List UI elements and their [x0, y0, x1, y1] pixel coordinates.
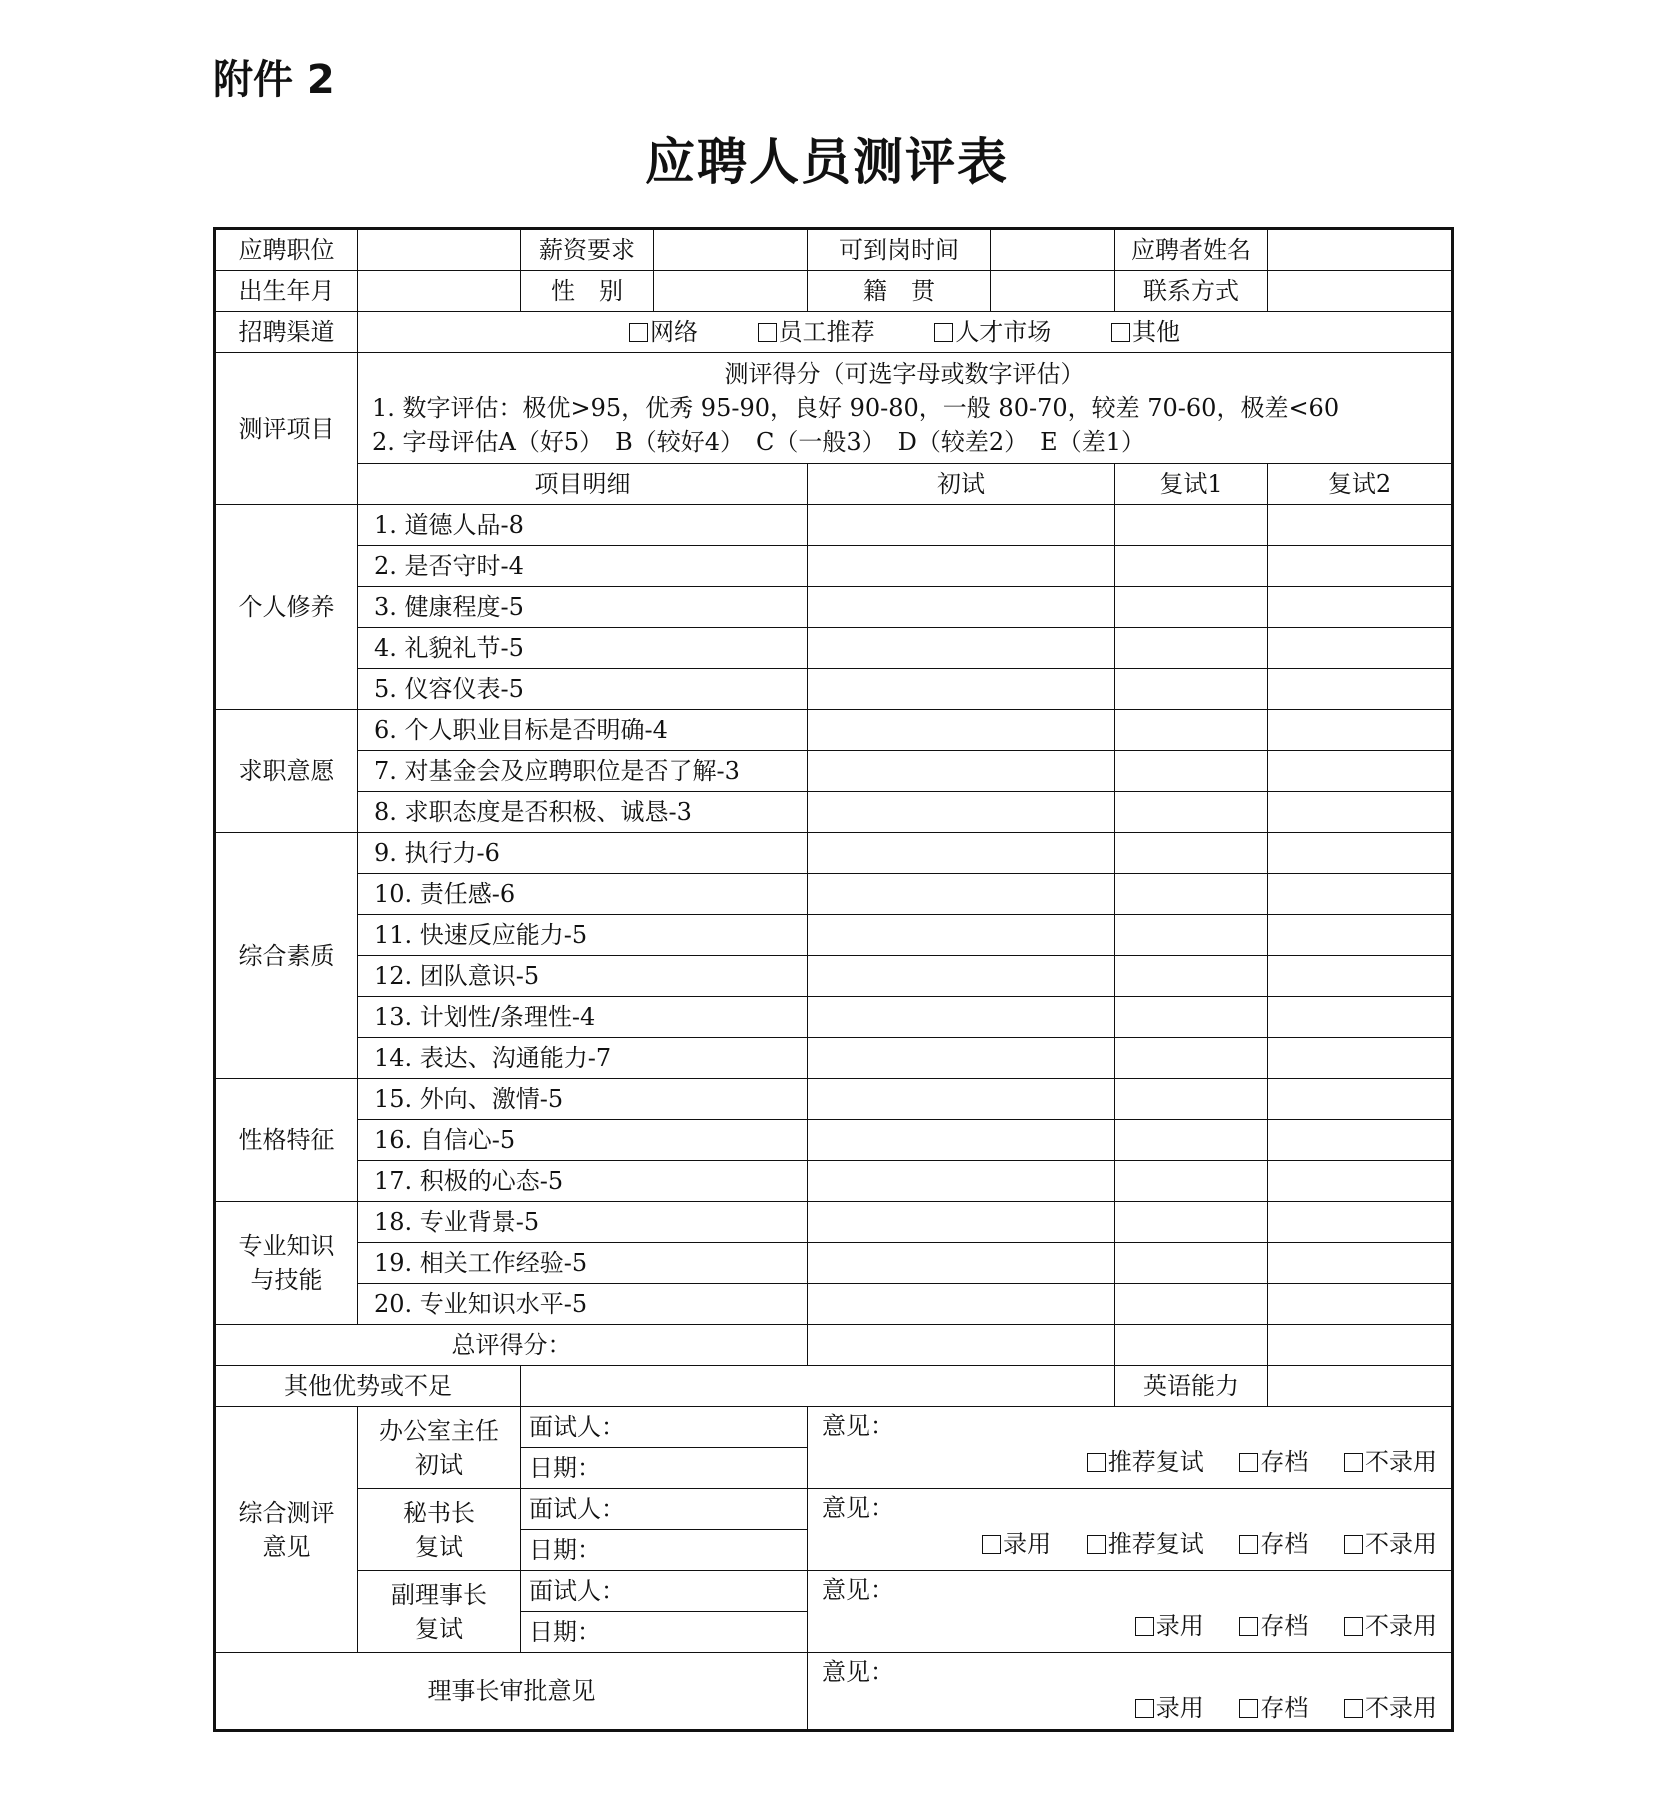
score-cell-first[interactable]	[808, 1079, 1115, 1120]
channel-row	[215, 312, 1453, 353]
opinion-label: 意见：	[822, 1494, 894, 1522]
criterion-label: 11. 快速反应能力-5	[358, 915, 808, 956]
score-cell-second[interactable]	[1115, 915, 1268, 956]
score-cell-first[interactable]	[808, 833, 1115, 874]
channel-option-referral[interactable]: 员工推荐	[758, 317, 875, 347]
column-detail: 项目明细	[358, 464, 808, 505]
score-cell-second[interactable]	[1115, 628, 1268, 669]
score-cell-second[interactable]	[1115, 546, 1268, 587]
birth-label: 出生年月	[215, 271, 358, 312]
checkbox-icon	[1344, 1699, 1363, 1718]
checkbox-icon	[1344, 1535, 1363, 1554]
criterion-label: 14. 表达、沟通能力-7	[358, 1038, 808, 1079]
option-archive[interactable]: 存档	[1239, 1609, 1308, 1643]
column-second-interview-1: 复试1	[1115, 464, 1268, 505]
checkbox-icon	[982, 1535, 1001, 1554]
chairman-row	[215, 1653, 1453, 1731]
overall-review-label: 综合测评 意见	[215, 1407, 358, 1653]
criterion-label: 13. 计划性/条理性-4	[358, 997, 808, 1038]
reviewer-office-director: 办公室主任 初试	[358, 1407, 521, 1489]
criterion-label: 17. 积极的心态-5	[358, 1161, 808, 1202]
criterion-label: 18. 专业背景-5	[358, 1202, 808, 1243]
opinion-label: 意见：	[822, 1412, 894, 1440]
scoring-rules	[358, 353, 1453, 464]
opinion-cell	[808, 1571, 1453, 1653]
review-row	[215, 1407, 1453, 1448]
score-cell-first[interactable]	[808, 1161, 1115, 1202]
criterion-label: 9. 执行力-6	[358, 833, 808, 874]
channel-label: 招聘渠道	[215, 312, 358, 353]
table-row	[215, 1243, 1453, 1284]
chairman-approval-label: 理事长审批意见	[215, 1653, 808, 1731]
table-row	[215, 874, 1453, 915]
evaluation-items-label: 测评项目	[215, 353, 358, 505]
score-cell-first[interactable]	[808, 915, 1115, 956]
birth-field[interactable]	[358, 271, 521, 312]
score-cell-first[interactable]	[808, 997, 1115, 1038]
criterion-label: 8. 求职态度是否积极、诚恳-3	[358, 792, 808, 833]
column-first-interview: 初试	[808, 464, 1115, 505]
table-row	[215, 997, 1453, 1038]
score-cell-first[interactable]	[808, 669, 1115, 710]
interviewer-field[interactable]: 面试人：	[521, 1571, 808, 1612]
option-reject[interactable]: 不录用	[1344, 1691, 1437, 1725]
table-row	[215, 956, 1453, 997]
date-field[interactable]: 日期：	[521, 1530, 808, 1571]
option-archive[interactable]: 存档	[1239, 1445, 1308, 1479]
table-row	[215, 1038, 1453, 1079]
gender-label: 性 别	[521, 271, 654, 312]
score-cell-second[interactable]	[1115, 1284, 1268, 1325]
name-field[interactable]	[1268, 229, 1453, 271]
option-reject[interactable]: 不录用	[1344, 1609, 1437, 1643]
table-row	[215, 628, 1453, 669]
criterion-label: 16. 自信心-5	[358, 1120, 808, 1161]
score-cell-third[interactable]	[1268, 1161, 1453, 1202]
score-cell-second[interactable]	[1115, 1120, 1268, 1161]
score-cell-third[interactable]	[1268, 1038, 1453, 1079]
contact-field[interactable]	[1268, 271, 1453, 312]
salary-field[interactable]	[654, 229, 808, 271]
opinion-label: 意见：	[822, 1658, 894, 1686]
score-cell-first[interactable]	[808, 874, 1115, 915]
score-cell-second[interactable]	[1115, 792, 1268, 833]
table-row	[215, 1202, 1453, 1243]
origin-label: 籍 贯	[808, 271, 991, 312]
score-cell-second[interactable]	[1115, 997, 1268, 1038]
contact-label: 联系方式	[1115, 271, 1268, 312]
score-cell-second[interactable]	[1115, 1202, 1268, 1243]
score-cell-first[interactable]	[808, 628, 1115, 669]
scoring-heading: 测评得分（可选字母或数字评估）	[724, 360, 1085, 388]
review-row	[215, 1489, 1453, 1530]
form-title: 应聘人员测评表	[645, 132, 1009, 191]
position-label: 应聘职位	[215, 229, 358, 271]
score-cell-first[interactable]	[808, 710, 1115, 751]
opinion-cell	[808, 1653, 1453, 1731]
score-cell-third[interactable]	[1268, 1284, 1453, 1325]
score-cell-third[interactable]	[1268, 587, 1453, 628]
criterion-label: 15. 外向、激情-5	[358, 1079, 808, 1120]
checkbox-icon	[758, 323, 777, 342]
score-cell-first[interactable]	[808, 1243, 1115, 1284]
score-cell-third[interactable]	[1268, 1202, 1453, 1243]
score-cell-third[interactable]	[1268, 1243, 1453, 1284]
checkbox-icon	[1239, 1453, 1258, 1472]
position-field[interactable]	[358, 229, 521, 271]
other-strengths-label: 其他优势或不足	[215, 1366, 521, 1407]
checkbox-icon	[629, 323, 648, 342]
criterion-label: 3. 健康程度-5	[358, 587, 808, 628]
table-row	[215, 546, 1453, 587]
table-row	[215, 833, 1453, 874]
score-cell-third[interactable]	[1268, 915, 1453, 956]
table-row	[215, 587, 1453, 628]
score-cell-second[interactable]	[1115, 874, 1268, 915]
other-strengths-field[interactable]	[521, 1366, 1115, 1407]
channel-options	[358, 312, 1453, 353]
checkbox-icon	[1344, 1453, 1363, 1472]
score-cell-second[interactable]	[1115, 1079, 1268, 1120]
score-cell-second[interactable]	[1115, 710, 1268, 751]
table-row	[215, 710, 1453, 751]
score-cell-first[interactable]	[808, 956, 1115, 997]
criterion-label: 7. 对基金会及应聘职位是否了解-3	[358, 751, 808, 792]
checkbox-icon	[1239, 1699, 1258, 1718]
score-cell-third[interactable]	[1268, 1120, 1453, 1161]
score-cell-second[interactable]	[1115, 1243, 1268, 1284]
rules-row	[215, 353, 1453, 464]
score-cell-third[interactable]	[1268, 956, 1453, 997]
score-cell-second[interactable]	[1115, 587, 1268, 628]
checkbox-icon	[1135, 1617, 1154, 1636]
opinion-cell	[808, 1407, 1453, 1489]
table-row	[215, 1161, 1453, 1202]
checkbox-icon	[1344, 1617, 1363, 1636]
checkbox-icon	[1087, 1453, 1106, 1472]
option-recommend-retest[interactable]: 推荐复试	[1087, 1445, 1204, 1479]
option-hire[interactable]: 录用	[1135, 1691, 1204, 1725]
score-cell-second[interactable]	[1115, 833, 1268, 874]
score-cell-first[interactable]	[808, 751, 1115, 792]
score-cell-third[interactable]	[1268, 792, 1453, 833]
criterion-label: 12. 团队意识-5	[358, 956, 808, 997]
score-cell-second[interactable]	[1115, 505, 1268, 546]
option-hire[interactable]: 录用	[1135, 1609, 1204, 1643]
interviewer-field[interactable]: 面试人：	[521, 1407, 808, 1448]
group-label: 专业知识 与技能	[215, 1202, 358, 1325]
name-label: 应聘者姓名	[1115, 229, 1268, 271]
table-row	[215, 505, 1453, 546]
checkbox-icon	[1111, 323, 1130, 342]
english-label: 英语能力	[1115, 1366, 1268, 1407]
score-cell-third[interactable]	[1268, 546, 1453, 587]
attachment-label: 附件 2	[213, 57, 335, 103]
table-row	[215, 1079, 1453, 1120]
origin-field[interactable]	[991, 271, 1115, 312]
score-cell-second[interactable]	[1115, 669, 1268, 710]
channel-option-network[interactable]: 网络	[629, 317, 698, 347]
gender-field[interactable]	[654, 271, 808, 312]
date-field[interactable]: 日期：	[521, 1612, 808, 1653]
other-row	[215, 1366, 1453, 1407]
score-cell-third[interactable]	[1268, 710, 1453, 751]
option-recommend-retest[interactable]: 推荐复试	[1087, 1527, 1204, 1561]
table-row	[215, 792, 1453, 833]
option-reject[interactable]: 不录用	[1344, 1445, 1437, 1479]
option-archive[interactable]: 存档	[1239, 1691, 1308, 1725]
basic-row-2	[215, 271, 1453, 312]
score-cell-third[interactable]	[1268, 669, 1453, 710]
channel-option-other[interactable]: 其他	[1111, 317, 1180, 347]
available-label: 可到岗时间	[808, 229, 991, 271]
date-field[interactable]: 日期：	[521, 1448, 808, 1489]
table-row	[215, 1284, 1453, 1325]
table-row	[215, 751, 1453, 792]
total-row	[215, 1325, 1453, 1366]
opinion-cell	[808, 1489, 1453, 1571]
column-second-interview-2: 复试2	[1268, 464, 1453, 505]
criterion-label: 19. 相关工作经验-5	[358, 1243, 808, 1284]
criterion-label: 1. 道德人品-8	[358, 505, 808, 546]
score-cell-first[interactable]	[808, 546, 1115, 587]
checkbox-icon	[1135, 1699, 1154, 1718]
score-cell-first[interactable]	[808, 792, 1115, 833]
score-cell-first[interactable]	[808, 1038, 1115, 1079]
score-cell-third[interactable]	[1268, 751, 1453, 792]
total-score-first[interactable]	[808, 1325, 1115, 1366]
checkbox-icon	[1087, 1535, 1106, 1554]
criterion-label: 4. 礼貌礼节-5	[358, 628, 808, 669]
group-label: 综合素质	[215, 833, 358, 1079]
option-reject[interactable]: 不录用	[1344, 1527, 1437, 1561]
total-score-third[interactable]	[1268, 1325, 1453, 1366]
available-field[interactable]	[991, 229, 1115, 271]
reviewer-secretary-general: 秘书长 复试	[358, 1489, 521, 1571]
table-row	[215, 1120, 1453, 1161]
group-label: 个人修养	[215, 505, 358, 710]
score-cell-second[interactable]	[1115, 956, 1268, 997]
score-cell-second[interactable]	[1115, 1038, 1268, 1079]
score-cell-third[interactable]	[1268, 505, 1453, 546]
checkbox-icon	[934, 323, 953, 342]
score-cell-third[interactable]	[1268, 1079, 1453, 1120]
scoring-rule-numeric: 1. 数字评估：极优>95，优秀 95-90，良好 90-80，一般 80-70，较差 70-60，极差<60	[372, 394, 1340, 422]
checkbox-icon	[1239, 1617, 1258, 1636]
channel-option-talent-market[interactable]: 人才市场	[934, 317, 1051, 347]
column-header-row	[215, 464, 1453, 505]
criterion-label: 10. 责任感-6	[358, 874, 808, 915]
criterion-label: 20. 专业知识水平-5	[358, 1284, 808, 1325]
table-row	[215, 669, 1453, 710]
salary-label: 薪资要求	[521, 229, 654, 271]
criterion-label: 6. 个人职业目标是否明确-4	[358, 710, 808, 751]
opinion-label: 意见：	[822, 1576, 894, 1604]
review-row	[215, 1571, 1453, 1612]
option-hire[interactable]: 录用	[982, 1527, 1051, 1561]
score-cell-third[interactable]	[1268, 628, 1453, 669]
score-cell-third[interactable]	[1268, 874, 1453, 915]
score-cell-second[interactable]	[1115, 1161, 1268, 1202]
score-cell-second[interactable]	[1115, 751, 1268, 792]
option-archive[interactable]: 存档	[1239, 1527, 1308, 1561]
checkbox-icon	[1239, 1535, 1258, 1554]
total-score-label: 总评得分：	[215, 1325, 808, 1366]
group-label: 性格特征	[215, 1079, 358, 1202]
criterion-label: 5. 仪容仪表-5	[358, 669, 808, 710]
score-cell-first[interactable]	[808, 587, 1115, 628]
evaluation-form-table	[213, 227, 1454, 1732]
group-label: 求职意愿	[215, 710, 358, 833]
english-field[interactable]	[1268, 1366, 1453, 1407]
score-cell-first[interactable]	[808, 1284, 1115, 1325]
score-cell-first[interactable]	[808, 1120, 1115, 1161]
score-cell-third[interactable]	[1268, 997, 1453, 1038]
total-score-second[interactable]	[1115, 1325, 1268, 1366]
score-cell-third[interactable]	[1268, 833, 1453, 874]
interviewer-field[interactable]: 面试人：	[521, 1489, 808, 1530]
basic-row-1	[215, 229, 1453, 271]
scoring-rule-letter: 2. 字母评估A（好5） B（较好4） C（一般3） D（较差2） E（差1）	[372, 428, 1145, 456]
criterion-label: 2. 是否守时-4	[358, 546, 808, 587]
score-cell-first[interactable]	[808, 505, 1115, 546]
table-row	[215, 915, 1453, 956]
score-cell-first[interactable]	[808, 1202, 1115, 1243]
reviewer-vice-chairman: 副理事长 复试	[358, 1571, 521, 1653]
